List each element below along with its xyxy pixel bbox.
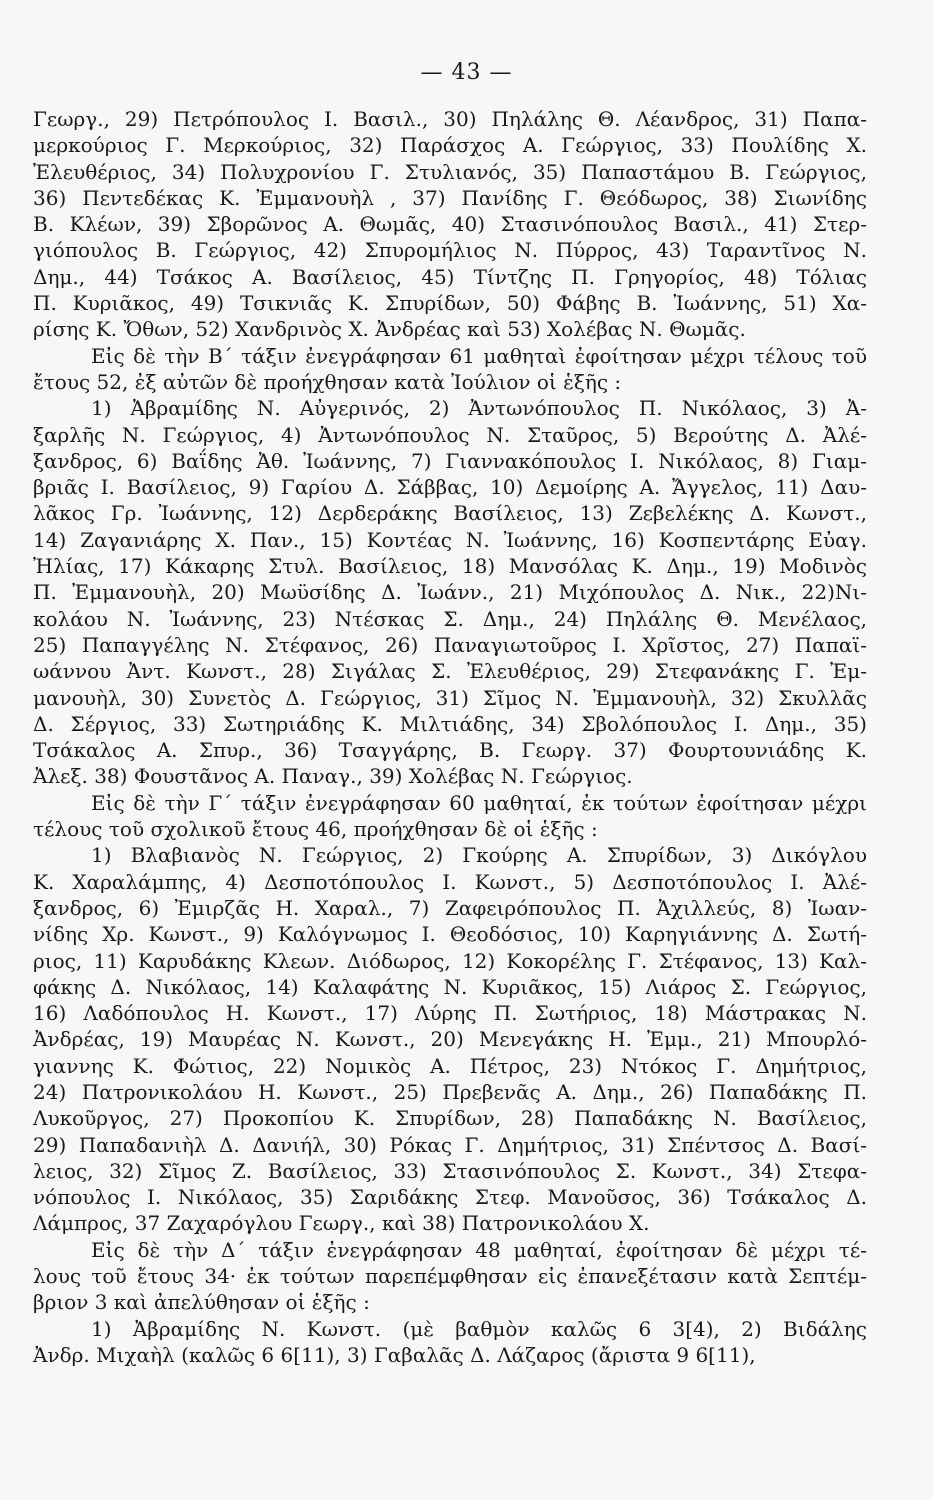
- paragraph-start-line: Εἰς δὲ τὴν Γ΄ τάξιν ἐνεγράφησαν 60 μαθηταί, ἐκ τούτων ἐφοίτησαν μέχρι: [91, 790, 867, 815]
- text-line: Λυκοῦργος, 27) Προκοπίου Κ. Σπυρίδων, 28) Παπαδάκης Ν. Βασίλειος,: [33, 1106, 867, 1131]
- text-line: ριος, 11) Καρυδάκης Κλεων. Διόδωρος, 12) Κοκορέλης Γ. Στέφανος, 13) Καλ-: [33, 948, 867, 973]
- text-line: Γεωργ., 29) Πετρόπουλος Ι. Βασιλ., 30) Πηλάλης Θ. Λέανδρος, 31) Παπα-: [33, 107, 867, 131]
- text-line: κολάου Ν. Ἰωάννης, 23) Ντέσκας Σ. Δημ., 24) Πηλάλης Θ. Μενέλαος,: [33, 606, 867, 631]
- paragraph-start-line: Εἰς δὲ τὴν Β΄ τάξιν ἐνεγράφησαν 61 μαθηταὶ ἐφοίτησαν μέχρι τέλους τοῦ: [91, 343, 867, 368]
- text-line: 16) Λαδόπουλος Η. Κωνστ., 17) Λύρης Π. Σωτήριος, 18) Μάστρακας Ν.: [33, 1001, 867, 1026]
- text-line: Κ. Χαραλάμπης, 4) Δεσποτόπουλος Ι. Κωνστ., 5) Δεσποτόπουλος Ι. Ἀλέ-: [33, 869, 867, 894]
- text-line: Β. Κλέων, 39) Σβορῶνος Α. Θωμᾶς, 40) Στασινόπουλος Βασιλ., 41) Στερ-: [33, 212, 867, 237]
- text-line: λους τοῦ ἔτους 34· ἐκ τούτων παρεπέμφθησαν εἰς ἐπανεξέτασιν κατὰ Σεπτέμ-: [33, 1264, 867, 1289]
- text-line: ξανδρος, 6) Βαΐδης Ἀθ. Ἰωάννης, 7) Γιαννακόπουλος Ι. Νικόλαος, 8) Γιαμ-: [33, 448, 867, 473]
- text-line: Τσάκαλος Α. Σπυρ., 36) Τσαγγάρης, Β. Γεωργ. 37) Φουρτουνιάδης Κ.: [33, 738, 867, 763]
- text-line: νόπουλος Ι. Νικόλαος, 35) Σαριδάκης Στεφ. Μανοῦσος, 36) Τσάκαλος Δ.: [33, 1185, 867, 1210]
- text-line: Δημ., 44) Τσάκος Α. Βασίλειος, 45) Τίντζης Π. Γρηγορίος, 48) Τόλιας: [33, 264, 867, 289]
- text-line: Ἠλίας, 17) Κάκαρης Στυλ. Βασίλειος, 18) Μανσόλας Κ. Δημ., 19) Μοδινὸς: [33, 554, 867, 579]
- text-line: γιόπουλος Β. Γεώργιος, 42) Σπυρομήλιος Ν. Πύρρος, 43) Ταραντῖνος Ν.: [33, 238, 867, 263]
- page-number: — 43 —: [420, 60, 513, 85]
- text-line: βριον 3 καὶ ἀπελύθησαν οἱ ἑξῆς :: [33, 1290, 370, 1315]
- paragraph-start-line: 1) Ἀβραμίδης Ν. Κωνστ. (μὲ βαθμὸν καλῶς 6 3[4), 2) Βιδάλης: [91, 1316, 867, 1341]
- text-line: Ἀνδρέας, 19) Μαυρέας Ν. Κωνστ., 20) Μενεγάκης Η. Ἐμμ., 21) Μπουρλό-: [33, 1027, 867, 1052]
- text-line: 14) Ζαγανιάρης Χ. Παν., 15) Κοντέας Ν. Ἰωάννης, 16) Κοσπεντάρης Εὐαγ.: [33, 527, 867, 552]
- text-line: νίδης Χρ. Κωνστ., 9) Καλόγνωμος Ι. Θεοδόσιος, 10) Καρηγιάννης Δ. Σωτή-: [33, 922, 867, 947]
- text-line: μερκούριος Γ. Μερκούριος, 32) Παράσχος Α. Γεώργιος, 33) Πουλίδης Χ.: [33, 133, 867, 158]
- text-line: ἔτους 52, ἐξ αὐτῶν δὲ προήχθησαν κατὰ Ἰούλιον οἱ ἑξῆς :: [33, 369, 622, 394]
- paragraph-start-line: Εἰς δὲ τὴν Δ΄ τάξιν ἐνεγράφησαν 48 μαθηταί, ἐφοίτησαν δὲ μέχρι τέ-: [91, 1237, 867, 1262]
- text-line: μανουὴλ, 30) Συνετὸς Δ. Γεώργιος, 31) Σῖμος Ν. Ἐμμανουὴλ, 32) Σκυλλᾶς: [33, 685, 867, 710]
- text-line: Ἀλεξ. 38) Φουστᾶνος Α. Παναγ., 39) Χολέβας Ν. Γεώργιος.: [33, 764, 633, 789]
- text-line: 29) Παπαδανιὴλ Δ. Δανιήλ, 30) Ρόκας Γ. Δημήτριος, 31) Σπέντσος Δ. Βασί-: [33, 1132, 867, 1157]
- text-line: ωάννου Ἀντ. Κωνστ., 28) Σιγάλας Σ. Ἐλευθέριος, 29) Στεφανάκης Γ. Ἐμ-: [33, 659, 867, 684]
- paragraph-start-line: 1) Βλαβιανὸς Ν. Γεώργιος, 2) Γκούρης Α. Σπυρίδων, 3) Δικόγλου: [91, 843, 867, 868]
- text-line: λειος, 32) Σῖμος Ζ. Βασίλειος, 33) Στασινόπουλος Σ. Κωνστ., 34) Στεφα-: [33, 1158, 867, 1183]
- text-line: γιαννης Κ. Φώτιος, 22) Νομικὸς Α. Πέτρος, 23) Ντόκος Γ. Δημήτριος,: [33, 1053, 867, 1078]
- text-line: Λάμπρος, 37 Ζαχαρόγλου Γεωργ., καὶ 38) Πατρονικολάου Χ.: [33, 1211, 650, 1236]
- text-line: 25) Παπαγγέλης Ν. Στέφανος, 26) Παναγιωτοῦρος Ι. Χρῖστος, 27) Παπαϊ-: [33, 632, 867, 657]
- text-line: τέλους τοῦ σχολικοῦ ἔτους 46, προήχθησαν δὲ οἱ ἑξῆς :: [33, 817, 598, 842]
- text-line: Π. Ἐμμανουὴλ, 20) Μωϋσίδης Δ. Ἰωάνν., 21) Μιχόπουλος Δ. Νικ., 22)Νι-: [33, 580, 867, 605]
- text-line: φάκης Δ. Νικόλαος, 14) Καλαφάτης Ν. Κυριᾶκος, 15) Λιάρος Σ. Γεώργιος,: [33, 974, 867, 999]
- text-line: Ἀνδρ. Μιχαὴλ (καλῶς 6 6[11), 3) Γαβαλᾶς Δ. Λάζαρος (ἄριστα 9 6[11),: [33, 1342, 756, 1367]
- body-text: [33, 106, 867, 1368]
- text-line: ξαρλῆς Ν. Γεώργιος, 4) Ἀντωνόπουλος Ν. Σταῦρος, 5) Βερούτης Δ. Ἀλέ-: [33, 422, 867, 447]
- paragraph-start-line: 1) Ἀβραμίδης Ν. Αὐγερινός, 2) Ἀντωνόπουλος Π. Νικόλαος, 3) Ἀ-: [91, 396, 867, 421]
- text-line: 24) Πατρονικολάου Η. Κωνστ., 25) Πρεβενᾶς Α. Δημ., 26) Παπαδάκης Π.: [33, 1079, 867, 1104]
- text-line: 36) Πεντεδέκας Κ. Ἐμμανουὴλ , 37) Πανίδης Γ. Θεόδωρος, 38) Σιωνίδης: [33, 185, 867, 210]
- text-line: Ἐλευθέριος, 34) Πολυχρονίου Γ. Στυλιανός, 35) Παπαστάμου Β. Γεώργιος,: [33, 159, 867, 184]
- text-line: Π. Κυριᾶκος, 49) Τσικνιᾶς Κ. Σπυρίδων, 50) Φάβης Β. Ἰωάννης, 51) Χα-: [33, 291, 867, 316]
- text-line: βριᾶς Ι. Βασίλειος, 9) Γαρίου Δ. Σάββας, 10) Δεμοίρης Α. Ἄγγελος, 11) Δαυ-: [33, 475, 867, 500]
- text-line: ρίσης Κ. Ὄθων, 52) Χανδρινὸς Χ. Ἀνδρέας καὶ 53) Χολέβας Ν. Θωμᾶς.: [33, 317, 746, 342]
- text-line: ξανδρος, 6) Ἐμιρζᾶς Η. Χαραλ., 7) Ζαφειρόπουλος Π. Ἀχιλλεύς, 8) Ἰωαν-: [33, 895, 867, 920]
- text-line: Δ. Σέργιος, 33) Σωτηριάδης Κ. Μιλτιάδης, 34) Σβολόπουλος Ι. Δημ., 35): [33, 711, 867, 736]
- text-line: λᾶκος Γρ. Ἰωάννης, 12) Δερδεράκης Βασίλειος, 13) Ζεβελέκης Δ. Κωνστ.,: [33, 501, 867, 526]
